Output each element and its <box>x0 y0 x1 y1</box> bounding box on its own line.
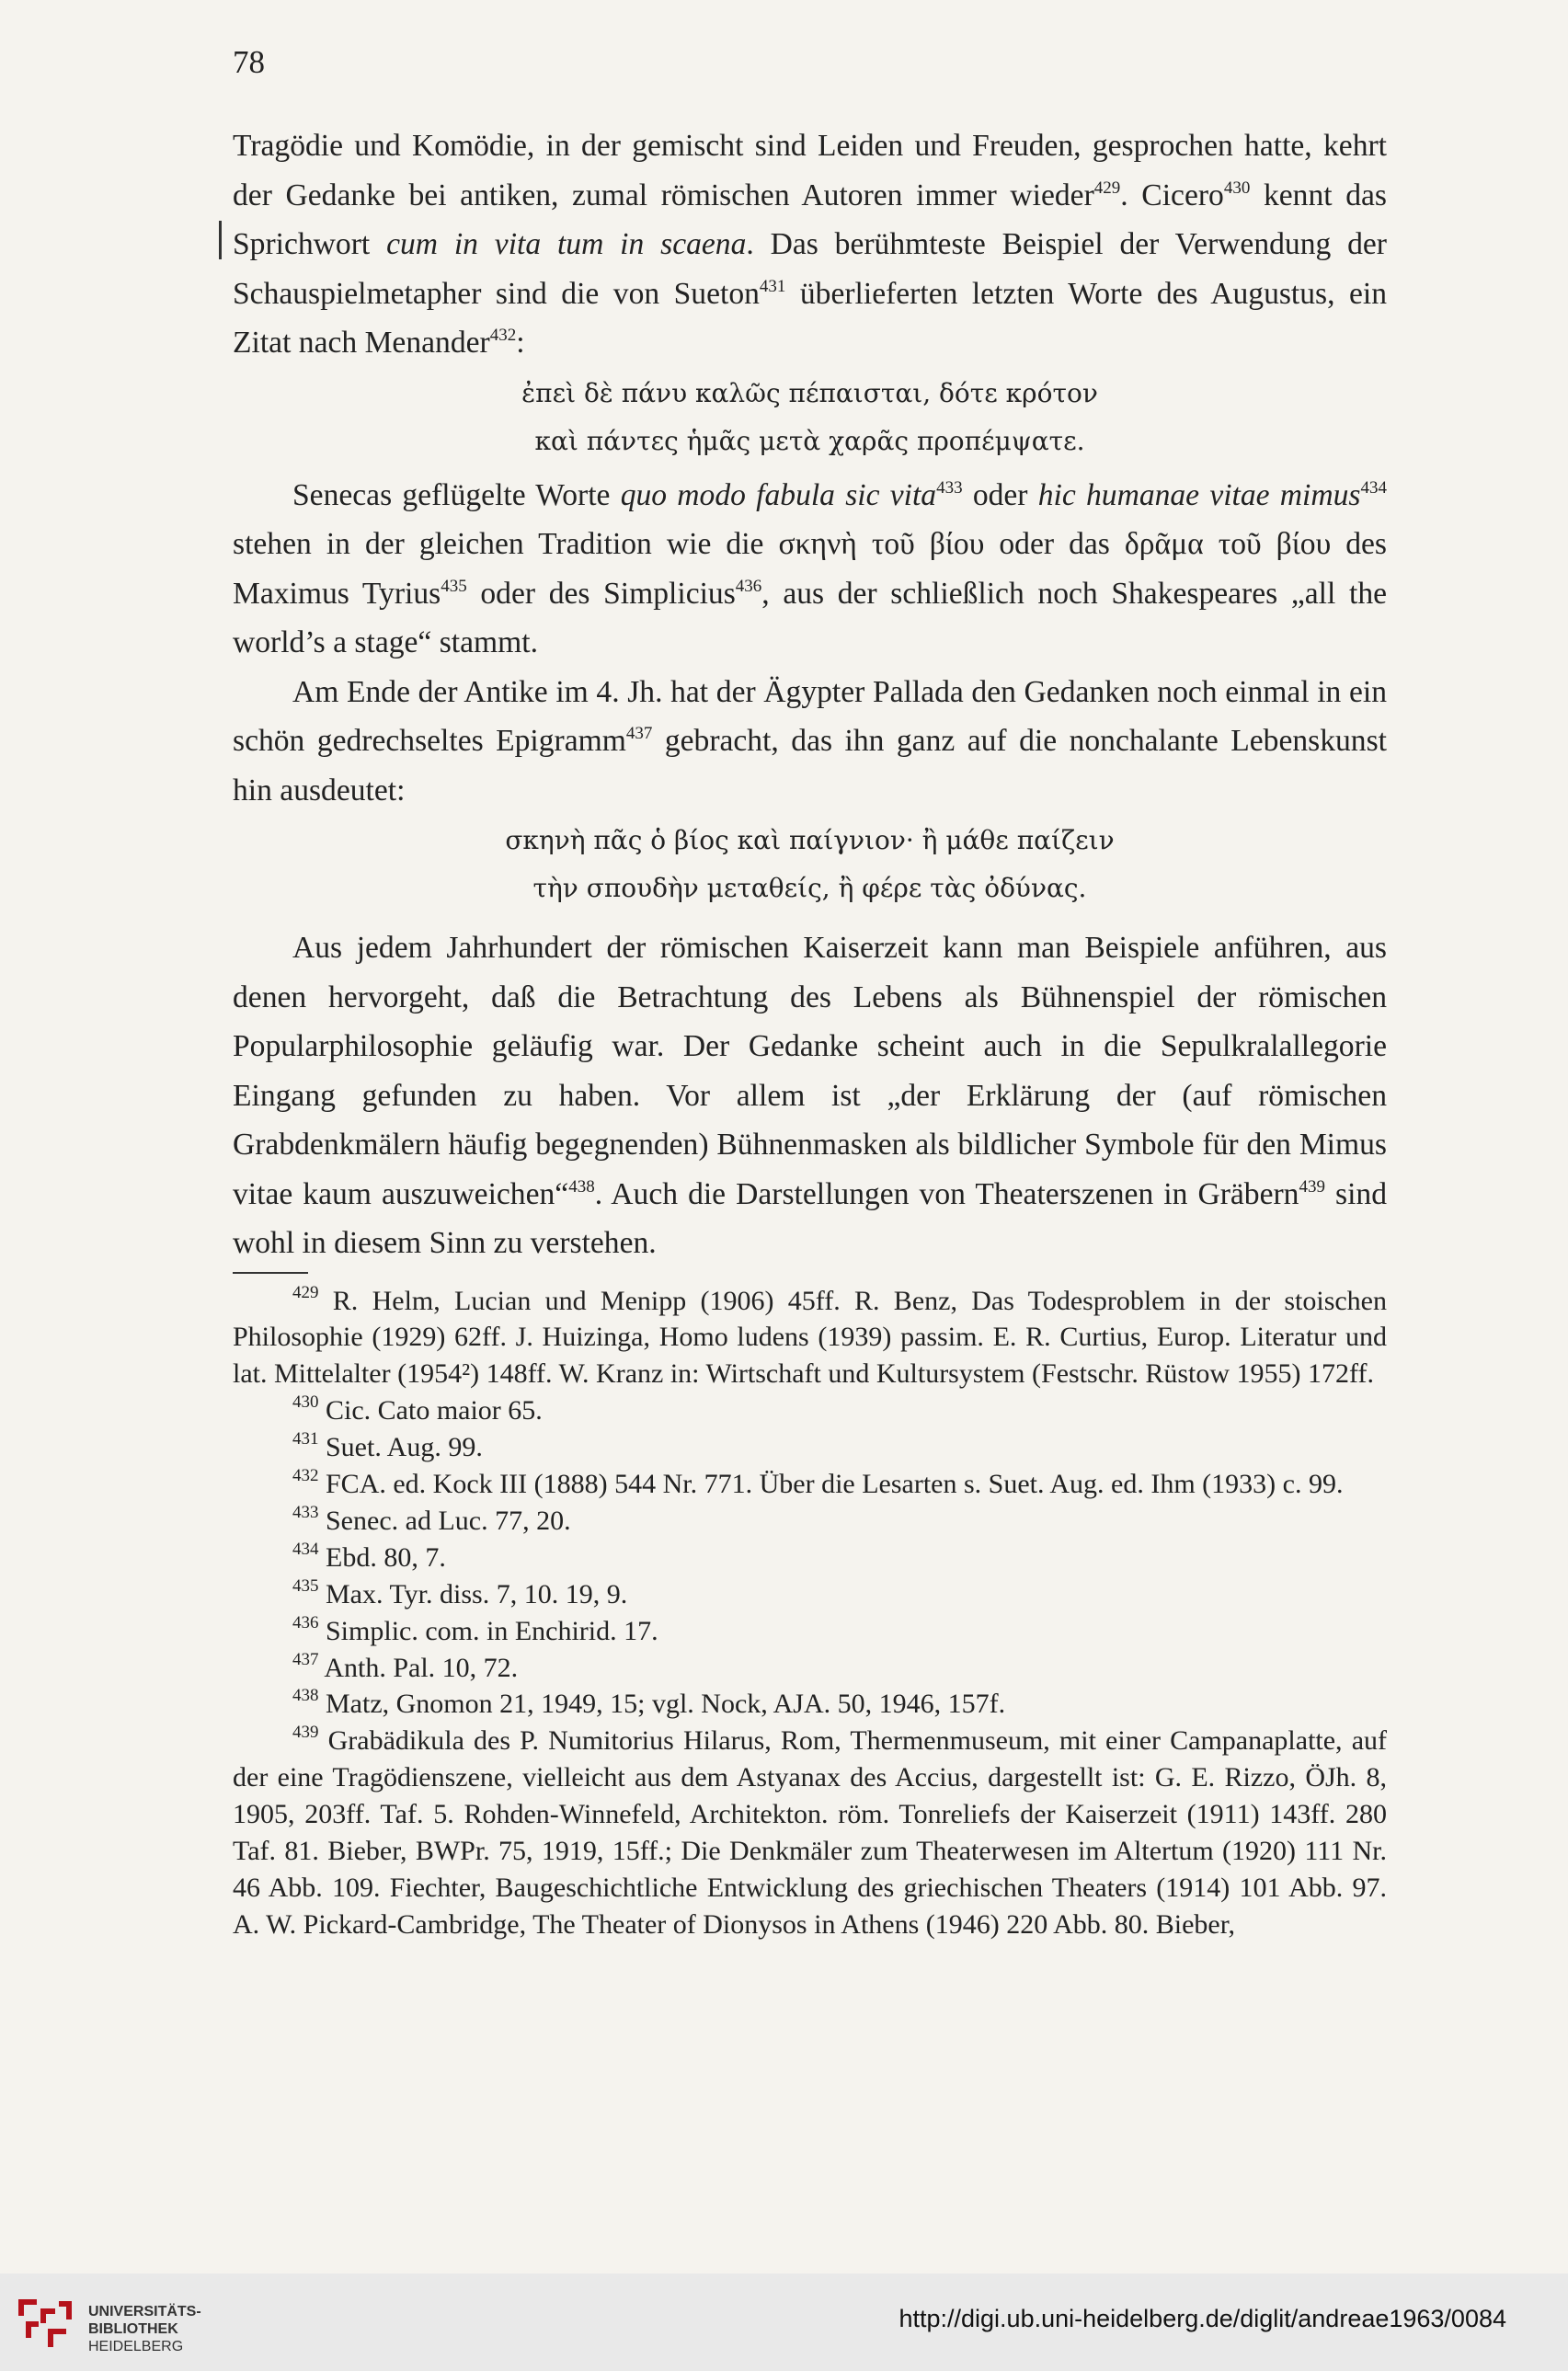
footnote-429: $^{429}$ R. Helm, Lucian und Menipp (1906) 45ff. R. Benz, Das Todesproblem in der stoischen Philosophie (1929) 62ff. J. Huizinga, Homo ludens (1939) passim. E. R. Curtius, Europ. Literatur und lat. Mittelalter (1954²) 148ff. W. Kranz in: Wirtschaft und Kultursystem (Festschr. Rüstow 1955) 172ff. <box>233 1282 1387 1390</box>
paragraph-3: Am Ende der Antike im 4. Jh. hat der Ägypter Pallada den Gedanken noch einmal in ein schön gedrechseltes Epigramm$^{437}$ gebracht, das ihn ganz auf die nonchalante Lebenskunst hin ausdeutet: <box>233 674 1387 808</box>
footnote-436: $^{436}$ Simplic. com. in Enchirid. 17. <box>292 1612 658 1646</box>
footnote-439: $^{439}$ Grabädikula des P. Numitorius Hilarus, Rom, Thermenmuseum, mit einer Campanaplatte, auf der eine Tragödienszene, vielleicht aus dem Astyanax des Accius, dargestellt ist: G. E. Rizzo, ÖJh. 8, 1905, 203ff. Taf. 5. Rohden-Winnefeld, Architekton. röm. Tonreliefs der Kaiserzeit (1911) 143ff. 280 Taf. 81. Bieber, BWPr. 75, 1919, 15ff.; Die Denkmäler zum Theaterwesen im Altertum (1920) 111 Nr. 46 Abb. 109. Fiechter, Baugeschichtliche Entwicklung des griechischen Theaters (1914) 101 Abb. 97. A. W. Pickard-Cambridge, The Theater of Dionysos in Athens (1946) 220 Abb. 80. Bieber, <box>233 1723 1387 1940</box>
footnote-ref-437[interactable]: 437 <box>625 724 653 743</box>
footnote-ref-431[interactable]: 431 <box>759 276 786 296</box>
footnote-ref-433[interactable]: 433 <box>936 477 963 498</box>
footnote-432: $^{432}$ FCA. ed. Kock III (1888) 544 Nr. 771. Über die Lesarten s. Suet. Aug. ed. Ihm (1933) c. 99. <box>292 1466 1344 1500</box>
quote-line: ἐπεὶ δὲ πάνυ καλῶς πέπαισται, δότε κρότον <box>521 377 1098 408</box>
paragraph-2: Senecas geflügelte Worte quo modo fabula sic vita$^{433}$ oder hic humanae vitae mimus$^{434}$ stehen in der gleichen Tradition wie die σκηνὴ τοῦ βίου oder das δρᾶμα τοῦ βίου des Maximus Tyrius$^{435}$ oder des Simplicius$^{436}$, aus der schließlich noch Shakespeares „all the world’s a stage“ stammt. <box>233 477 1388 659</box>
source-url-link[interactable]: http://digi.ub.uni-heidelberg.de/diglit/andreae1963/0084 <box>898 2305 1506 2332</box>
footnote-434: $^{434}$ Ebd. 80, 7. <box>292 1539 446 1573</box>
paragraph-4: Aus jedem Jahrhundert der römischen Kaiserzeit kann man Beispiele anführen, aus denen hervorgeht, daß die Betrachtung des Lebens als Bühnenspiel der römischen Popularphilosophie geläufig war. Der Gedanke scheint auch in die Sepulkralallegorie Eingang gefunden zu haben. Vor allem ist „der Erklärung der (auf römischen Grabdenkmälern häufig begegnenden) Bühnenmasken als bildlicher Symbole für den Mimus vitae kaum auszuweichen“$^{438}$. Auch die Darstellungen von Theaterszenen in Gräbern$^{439}$ sind wohl in diesem Sinn zu verstehen. <box>233 931 1387 1260</box>
greek-quote-menander <box>233 370 1387 465</box>
footer-bar <box>0 2274 1568 2371</box>
library-logo-text: UNIVERSITÄTS- BIBLIOTHEK HEIDELBERG <box>88 2304 201 2354</box>
footnote-431: $^{431}$ Suet. Aug. 99. <box>292 1429 483 1463</box>
footnote-ref-435[interactable]: 435 <box>441 576 467 596</box>
footnote-ref-430[interactable]: 430 <box>1223 178 1251 198</box>
footnote-435: $^{435}$ Max. Tyr. diss. 7, 10. 19, 9. <box>292 1575 628 1609</box>
footnote-ref-432[interactable]: 432 <box>489 326 517 345</box>
quote-line: τὴν σπουδὴν μεταθείς, ἢ φέρε τὰς ὀδύνας. <box>532 873 1087 903</box>
footnote-ref-429[interactable]: 429 <box>1093 178 1121 198</box>
footnote-438: $^{438}$ Matz, Gnomon 21, 1949, 15; vgl. Nock, AJA. 50, 1946, 157f. <box>292 1686 1006 1720</box>
paragraph-1: Tragödie und Komödie, in der gemischt sind Leiden und Freuden, gesprochen hatte, kehrt der Gedanke bei antiken, zumal römischen Autoren immer wieder$^{429}$. Cicero$^{430}$ kennt das Sprichwort cum in vita tum in scaena. Das berühmteste Beispiel der Verwendung der Schauspielmetapher sind die von Sueton$^{431}$ überlieferten letzten Worte des Augustus, ein Zitat nach Menander$^{432}$: <box>233 129 1387 360</box>
page-number: 78 <box>233 44 265 80</box>
greek-quote-pallada <box>233 817 1387 912</box>
footnote-430: $^{430}$ Cic. Cato maior 65. <box>292 1392 543 1426</box>
margin-mark <box>219 221 222 259</box>
footnote-ref-434[interactable]: 434 <box>1360 477 1387 498</box>
footnote-437: $^{437}$ Anth. Pal. 10, 72. <box>292 1649 519 1683</box>
quote-line: σκηνὴ πᾶς ὁ βίος καὶ παίγνιον· ἢ μάθε παίζειν <box>505 825 1115 855</box>
quote-line: καὶ πάντες ἡμᾶς μετὰ χαρᾶς προπέμψατε. <box>534 425 1085 456</box>
footnotes <box>233 1283 1387 1943</box>
footnote-ref-436[interactable]: 436 <box>735 576 762 596</box>
library-logo-icon <box>13 2292 77 2356</box>
footnote-433: $^{433}$ Senec. ad Luc. 77, 20. <box>292 1502 571 1536</box>
footnote-ref-439[interactable]: 439 <box>1299 1176 1325 1197</box>
main-text <box>233 121 1387 1943</box>
footnote-ref-438[interactable]: 438 <box>568 1176 595 1197</box>
footnote-divider <box>233 1272 308 1274</box>
